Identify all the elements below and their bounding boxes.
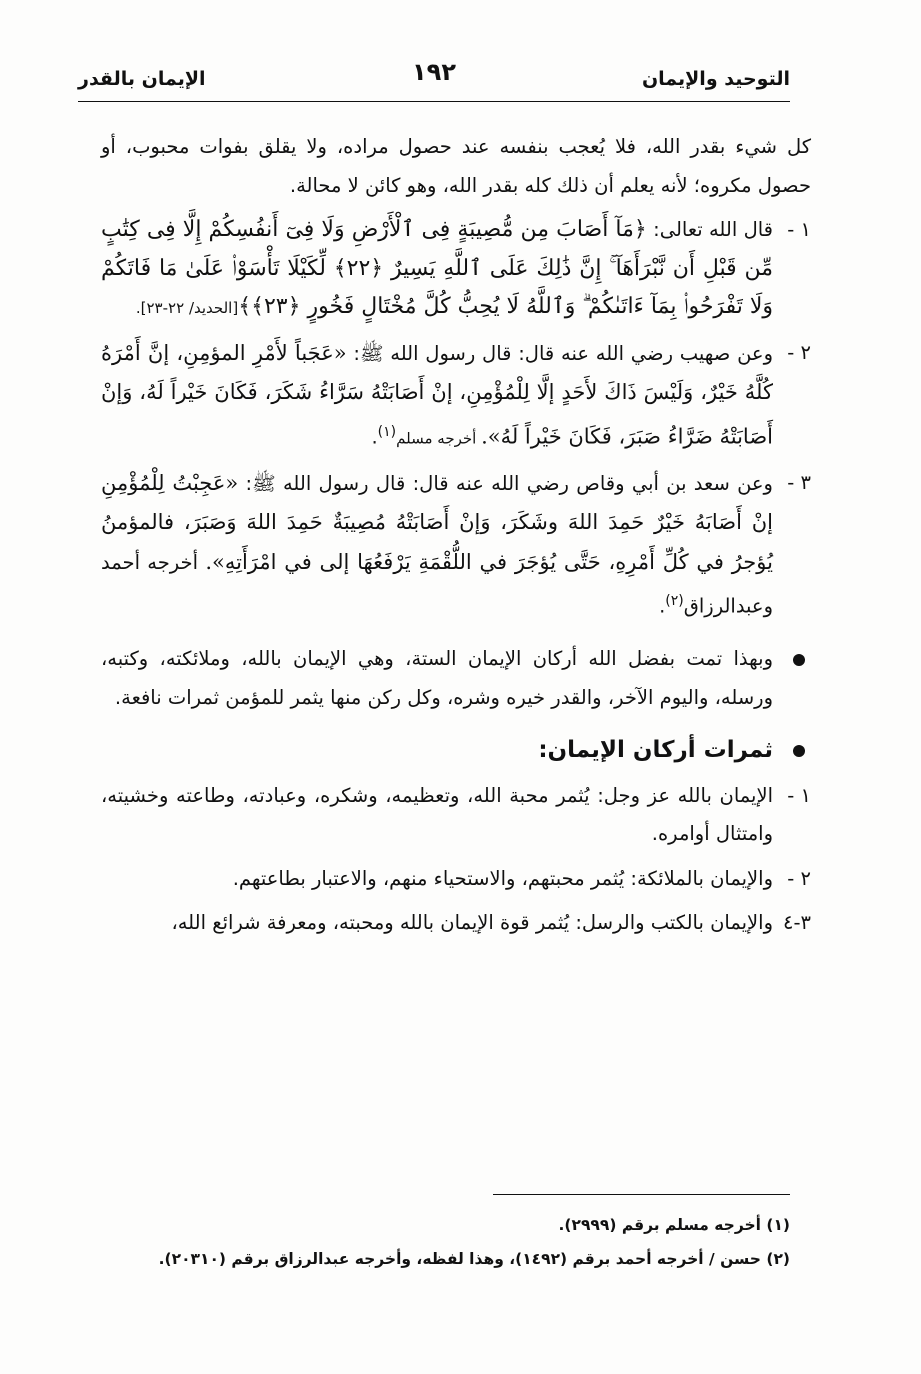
summary-bullet	[101, 640, 811, 717]
verse-reference: [الحديد/ ٢٢-٢٣].	[135, 299, 239, 317]
item-number: ٣ -	[787, 470, 811, 494]
fruit-text: الإيمان بالله عز وجل: يُثمر محبة الله، وتعظيمه، وشكره، وعبادته، وطاعته وخشيته، وامتثال أوامره.	[101, 783, 773, 845]
fruit-item-1	[101, 777, 811, 854]
bullet-dot-icon	[793, 745, 805, 757]
section-heading: ثمرات أركان الإيمان:	[538, 737, 773, 763]
item-number: ٢ -	[787, 340, 811, 364]
footnote-1: (١) أخرجه مسلم برقم (٢٩٩٩).	[558, 1216, 790, 1234]
hadith-text: «عَجِبْتُ لِلْمُؤْمِنِ إنْ أَصَابَهُ خَيْرٌ حَمِدَ اللهَ وشَكَرَ، وَإنْ أَصَابَتْهُ مُصِيبَةٌ حَمِدَ اللهَ وَصَبَرَ، فالمؤمنُ يُؤجرُ في كُلِّ أَمْرِهِ، حَتَّى يُؤجَرَ في اللُّقْمَةِ يَرْفَعُهَا إلى في امْرَأَتِهِ».	[101, 470, 773, 574]
footnote-rule	[493, 1194, 790, 1195]
intro-paragraph: كل شيء بقدر الله، فلا يُعجب بنفسه عند حصول مراده، ولا يقلق بفوات محبوب، أو حصول مكروه؛ لأنه يعلم أن ذلك كله بقدر الله، وهو كائن لا محالة.	[101, 135, 811, 197]
quran-verse: ﴿مَآ أَصَابَ مِن مُّصِيبَةٍ فِى ٱلْأَرْضِ وَلَا فِىٓ أَنفُسِكُمْ إِلَّا فِى كِتَٰبٍ مِّن قَبْلِ أَن نَّبْرَأَهَآ ۚ إِنَّ ذَٰلِكَ عَلَى ٱللَّهِ يَسِيرٌ ﴿٢٢﴾ لِّكَيْلَا تَأْسَوْا۟ عَلَىٰ مَا فَاتَكُمْ وَلَا تَفْرَحُوا۟ بِمَآ ءَاتَىٰكُمْ ۗ وَٱللَّهُ لَا يُحِبُّ كُلَّ مُخْتَالٍ فَخُورٍ ﴿٢٣﴾﴾	[101, 217, 773, 319]
footnote-marker: (١)	[377, 423, 397, 440]
page-number: ١٩٢	[412, 58, 456, 86]
bullet-dot-icon	[793, 654, 805, 666]
fruit-item-2	[101, 860, 811, 899]
running-title-right: التوحيد والإيمان	[641, 68, 790, 90]
item-number: ٢ -	[787, 866, 811, 890]
hadith-source: أخرجه مسلم	[396, 429, 482, 447]
hadith-source: أخرجه أحمد وعبدالرزاق	[101, 550, 773, 618]
summary-text: وبهذا تمت بفضل الله أركان الإيمان الستة، وهي الإيمان بالله، وملائكته، وكتبه، ورسله، واليوم الآخر، والقدر خيره وشره، وكل ركن منها يثمر للمؤمن ثمرات نافعة.	[101, 647, 773, 709]
fruit-item-3	[101, 904, 811, 943]
fruit-text: والإيمان بالملائكة: يُثمر محبتهم، والاستحياء منهم، والاعتبار بطاعتهم.	[232, 866, 773, 890]
evidence-item-2: ٢ - وعن صهيب رضي الله عنه قال: قال رسول الله ﷺ: «عَجَباً لأَمْرِ المؤمِنِ، إنَّ أَمْرَهُ كُلَّهُ خَيْرٌ، وَلَيْسَ ذَاكَ لأَحَدٍ إلَّا لِلْمُؤْمِنِ، إنْ أَصَابَتْهُ سَرَّاءُ شَكَرَ، فَكَانَ خَيْراً لَهُ، وَإنْ أَصَابَتْهُ ضَرَّاءُ صَبَرَ، فَكَانَ خَيْراً لَهُ». أخرجه مسلم$^{(١)}$.	[101, 334, 811, 458]
item-lead: وعن سعد بن أبي وقاص رضي الله عنه قال: قال رسول الله ﷺ:	[238, 471, 773, 495]
item-number: ٣-٤	[782, 911, 811, 934]
header-rule	[78, 101, 790, 102]
fruit-text: والإيمان بالكتب والرسل: يُثمر قوة الإيمان بالله ومحبته، ومعرفة شرائع الله،	[171, 911, 773, 934]
item-lead: وعن صهيب رضي الله عنه قال: قال رسول الله ﷺ:	[346, 341, 773, 365]
footnote-2: (٢) حسن / أخرجه أحمد برقم (١٤٩٢)، وهذا لفظه، وأخرجه عبدالرزاق برقم (٢٠٣١٠).	[158, 1250, 790, 1268]
main-text	[101, 128, 811, 943]
footnotes	[130, 1208, 790, 1276]
item-lead: قال الله تعالى:	[646, 218, 773, 241]
section-heading-block	[101, 731, 811, 771]
item-number: ١ -	[787, 783, 811, 807]
running-title-left: الإيمان بالقدر	[78, 68, 206, 90]
hadith-text: «عَجَباً لأَمْرِ المؤمِنِ، إنَّ أَمْرَهُ كُلَّهُ خَيْرٌ، وَلَيْسَ ذَاكَ لأَحَدٍ إلَّا لِلْمُؤْمِنِ، إنْ أَصَابَتْهُ سَرَّاءُ شَكَرَ، فَكَانَ خَيْراً لَهُ، وَإنْ أَصَابَتْهُ ضَرَّاءُ صَبَرَ، فَكَانَ خَيْراً لَهُ».	[101, 340, 773, 448]
footnote-marker: (٢)	[665, 593, 684, 609]
evidence-item-1	[101, 211, 811, 328]
page-header	[78, 58, 790, 102]
evidence-item-3: ٣ - وعن سعد بن أبي وقاص رضي الله عنه قال: قال رسول الله ﷺ: «عَجِبْتُ لِلْمُؤْمِنِ إنْ أَصَابَهُ خَيْرٌ حَمِدَ اللهَ وشَكَرَ، وَإنْ أَصَابَتْهُ مُصِيبَةٌ حَمِدَ اللهَ وَصَبَرَ، فالمؤمنُ يُؤجرُ في كُلِّ أَمْرِهِ، حَتَّى يُؤجَرَ في اللُّقْمَةِ يَرْفَعُهَا إلى في امْرَأَتِهِ». أخرجه أحمد وعبدالرزاق$^{(٢)}$.	[101, 464, 811, 627]
item-number: ١ -	[787, 218, 811, 241]
